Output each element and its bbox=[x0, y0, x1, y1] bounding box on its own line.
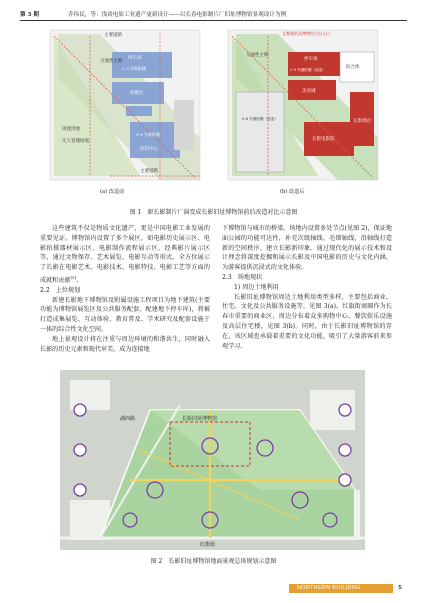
footer-bar bbox=[289, 584, 407, 593]
label-complex-b: 综合体 bbox=[346, 64, 360, 69]
label-museum: 长影旧址博物馆 bbox=[182, 416, 218, 422]
figure-1a-label: (a) 改造前 bbox=[100, 189, 125, 195]
label-hotel-b: 长影酒店 bbox=[353, 118, 371, 123]
label-shooting-a: 拍摄区 bbox=[130, 90, 144, 95]
header-rule bbox=[20, 20, 407, 21]
section-2-2-heading: 2.2 上位规划 bbox=[40, 286, 81, 294]
label-studio13-a: 1~3 号摄影棚 bbox=[122, 66, 146, 71]
figure-2-caption: 图 2 长影旧址博物馆地面景观总体规划示意图 bbox=[150, 558, 277, 565]
figure-2 bbox=[60, 370, 365, 550]
label-road2-a: 主要道路 bbox=[140, 168, 158, 173]
label-main-road-a: 交通性主路 bbox=[100, 58, 123, 63]
left-para-3: 地上景观设计将在注重与周边环境的和谐共生，同时融入长影的历史元素和现代审美，成为连接地 bbox=[40, 335, 210, 353]
figure-1b-label: (b) 改造后 bbox=[280, 189, 305, 195]
label-parking-b: 停车场 bbox=[304, 56, 318, 61]
running-header bbox=[20, 8, 407, 20]
issue-number: 第 3 期 bbox=[20, 12, 39, 18]
left-para-2: 新建长影地下博物馆及附属设施工程项目为地下建筑(主要功能为博物馆展览区及公共服务配套、配建地下停车库)，将被打造成集展览、互动体验、教育普及、学术研究及配套设施于一体的综合性文化空间。 bbox=[40, 296, 210, 333]
figure-1-caption: 图 1 原长影制片厂演变成长影旧址博物馆前后改造对比示意图 bbox=[129, 209, 298, 216]
label-hongqi-street: 红旗街 bbox=[200, 542, 216, 548]
section-2-3-1-heading: 1) 周边土地利用 bbox=[234, 283, 279, 291]
figure-2-plan bbox=[60, 370, 365, 550]
label-entrance-b: 文教建筑及博物馆主出入口 bbox=[282, 31, 330, 36]
left-column bbox=[40, 224, 210, 354]
label-cinema-b: 长影电影院 bbox=[312, 136, 335, 141]
left-para-1: 这些建筑不仅是物质文化遗产，更是中国电影工业发展的重要见证。博物馆内设置了多个展区，如电影历史展示区、电影拍摄器材展示区、电影制作流程展示区、经典影片展示区等，通过文物保存、艺术展览、电影互动等形式，全方位展示了长影在电影艺术、电影技术、电影特技、电影工艺等方面的成就和贡献[5]。 bbox=[40, 225, 210, 285]
label-studio46-b: 4~6 号摄影棚（改造） bbox=[242, 117, 278, 121]
label-idle-a: 闲置用地 bbox=[62, 126, 80, 131]
figure-1-maps bbox=[40, 26, 387, 186]
journal-name: NORTHERN BUILDING bbox=[297, 585, 361, 591]
label-main-road-b: 交通性主路 bbox=[246, 52, 269, 57]
label-studio46-a: 4~6 号摄影棚 bbox=[136, 132, 160, 137]
section-2-3-heading: 2.3 场地现状 bbox=[222, 273, 263, 281]
label-road-a: 主要道路 bbox=[104, 32, 122, 37]
page-number: 5 bbox=[393, 584, 407, 593]
right-para-1: 下博物馆与城市的桥梁。场地内设置多处节点(见图 2)，保证地面公园的功能可达性，补充次级轴线、毛细轴线，沿轴线打造新的空间秩序，建立长影新印象。通过现代化的展示技术和设计理念将深度挖掘和展示长影及中国电影的历史与文化内涵，为游客提供沉浸式的文化体验。 bbox=[222, 225, 392, 272]
right-para-2: 长影旧址博物馆周边土地利用类型多样，主要包括商业、住宅、文化及公共服务设施等，见图 3(a)。红旗街商圈作为长春市重要的商业区，周边分布着众多购物中心、餐饮娱乐设施及高层住宅楼，见图 3(b)。同时，由于长影旧址博物馆的存在，该区域也承载着重要的文化功能，吸引了大量游客前来参观学习。 bbox=[222, 293, 392, 350]
label-green-a: 无人管理绿地 bbox=[62, 138, 89, 143]
label-parking-a: 停车场 bbox=[128, 55, 142, 60]
label-food-b: 美食城 bbox=[302, 88, 316, 93]
running-title: 乔伟民，等：浅谈电影工业遗产更新设计——以长春电影制片厂旧址博物馆景观设计为例 bbox=[68, 12, 287, 18]
label-print-a: 洗印中心 bbox=[140, 146, 158, 151]
label-studio13-b: 1~3 号摄影棚（改造） bbox=[290, 68, 326, 72]
map-before bbox=[50, 30, 200, 180]
label-huxi-road: 湖西路 bbox=[120, 416, 136, 422]
figure-1 bbox=[40, 26, 387, 198]
map-after bbox=[228, 30, 378, 180]
right-column bbox=[222, 224, 392, 351]
